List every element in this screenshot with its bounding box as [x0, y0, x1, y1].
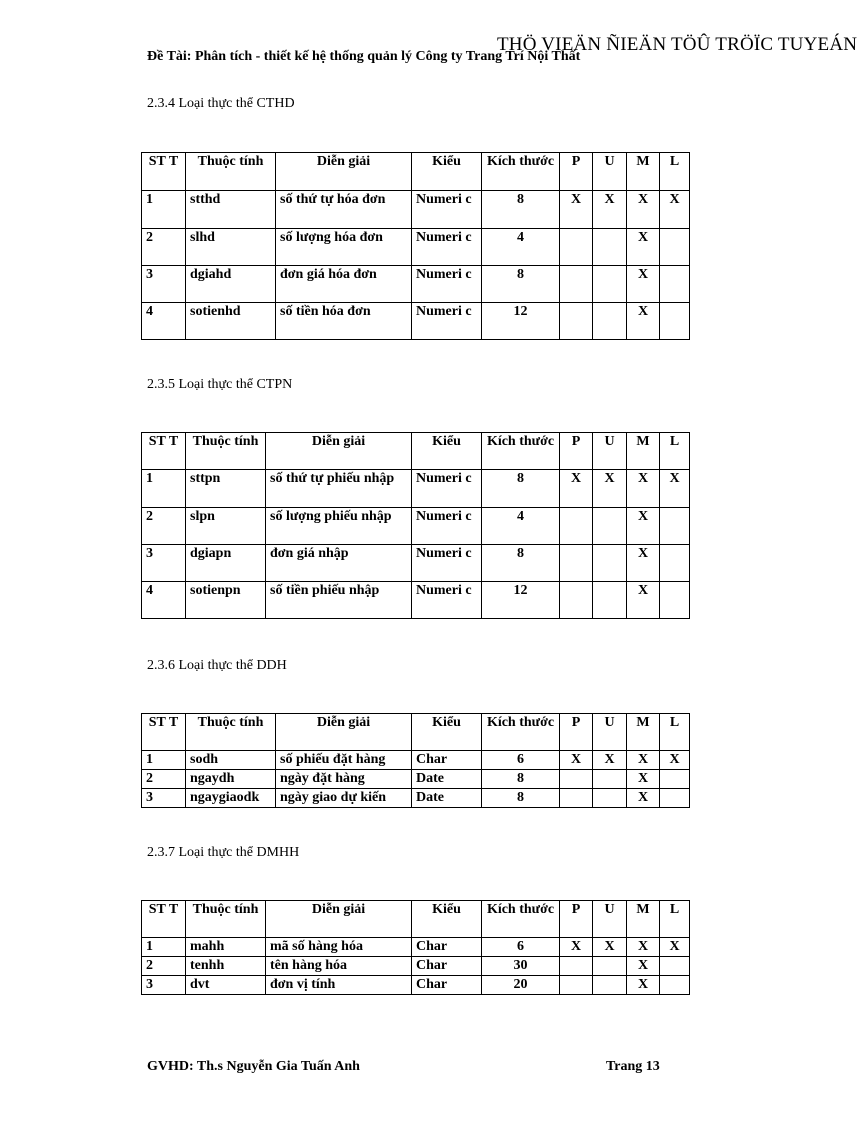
cell-u	[593, 976, 627, 995]
table-row	[142, 751, 690, 770]
cell-m: X	[627, 266, 660, 303]
cell-l	[660, 770, 690, 789]
cell-kieu: Numeri c	[412, 229, 482, 266]
hdr-m: M	[627, 433, 660, 470]
cell-dien-giai: số phiếu đặt hàng	[276, 751, 412, 770]
cell-p	[560, 545, 593, 582]
table-row	[142, 303, 690, 340]
hdr-kich-thuoc: Kích thước	[482, 433, 560, 470]
cell-thuoc-tinh: mahh	[186, 938, 266, 957]
table-row	[142, 938, 690, 957]
cell-dien-giai: tên hàng hóa	[266, 957, 412, 976]
cell-m: X	[627, 508, 660, 545]
hdr-dien-giai: Diễn giải	[276, 714, 412, 751]
cell-kieu: Numeri c	[412, 266, 482, 303]
cell-kieu: Numeri c	[412, 508, 482, 545]
cell-dien-giai: số lượng hóa đơn	[276, 229, 412, 266]
cell-u	[593, 770, 627, 789]
cell-kich-thuoc: 8	[482, 770, 560, 789]
cell-kieu: Numeri c	[412, 470, 482, 508]
table-row	[142, 545, 690, 582]
cell-thuoc-tinh: sttpn	[186, 470, 266, 508]
cell-dien-giai: ngày đặt hàng	[276, 770, 412, 789]
cell-m: X	[627, 545, 660, 582]
cell-kich-thuoc: 6	[482, 938, 560, 957]
table-row	[142, 770, 690, 789]
cell-dien-giai: số tiền hóa đơn	[276, 303, 412, 340]
cell-dien-giai: đơn giá hóa đơn	[276, 266, 412, 303]
cell-u	[593, 957, 627, 976]
cell-l: X	[660, 470, 690, 508]
hdr-stt: ST T	[142, 714, 186, 751]
cell-kich-thuoc: 12	[482, 303, 560, 340]
cell-stt: 2	[142, 229, 186, 266]
cell-p	[560, 770, 593, 789]
cell-kieu: Numeri c	[412, 582, 482, 619]
cell-stt: 3	[142, 545, 186, 582]
table-header-row	[142, 901, 690, 938]
cell-thuoc-tinh: tenhh	[186, 957, 266, 976]
cell-stt: 4	[142, 582, 186, 619]
cell-dien-giai: mã số hàng hóa	[266, 938, 412, 957]
cell-m: X	[627, 938, 660, 957]
cell-l	[660, 976, 690, 995]
cell-l	[660, 789, 690, 808]
cell-p	[560, 957, 593, 976]
cell-m: X	[627, 957, 660, 976]
cell-l	[660, 266, 690, 303]
hdr-m: M	[627, 153, 660, 191]
cell-u	[593, 508, 627, 545]
cell-l	[660, 229, 690, 266]
cell-l	[660, 545, 690, 582]
table-header-row	[142, 433, 690, 470]
cell-thuoc-tinh: ngaydh	[186, 770, 276, 789]
cell-dien-giai: số thứ tự phiếu nhập	[266, 470, 412, 508]
cell-m: X	[627, 751, 660, 770]
hdr-kieu: Kiểu	[412, 433, 482, 470]
cell-m: X	[627, 582, 660, 619]
hdr-kieu: Kiểu	[412, 901, 482, 938]
cell-m: X	[627, 470, 660, 508]
cell-u	[593, 545, 627, 582]
cell-thuoc-tinh: ngaygiaodk	[186, 789, 276, 808]
hdr-u: U	[593, 714, 627, 751]
cell-kieu: Numeri c	[412, 191, 482, 229]
cell-thuoc-tinh: sotienpn	[186, 582, 266, 619]
hdr-dien-giai: Diễn giải	[266, 901, 412, 938]
cell-stt: 3	[142, 789, 186, 808]
cell-u: X	[593, 751, 627, 770]
cell-u	[593, 266, 627, 303]
footer-page-number: Trang 13	[606, 1059, 660, 1074]
cell-dien-giai: số lượng phiếu nhập	[266, 508, 412, 545]
cell-kich-thuoc: 20	[482, 976, 560, 995]
cell-kich-thuoc: 12	[482, 582, 560, 619]
cell-stt: 2	[142, 508, 186, 545]
table-row	[142, 976, 690, 995]
cell-m: X	[627, 789, 660, 808]
watermark-text: THÖ VIEÄN ÑIEÄN TÖÛ TRÖÏC TUYEÁN	[497, 34, 857, 55]
cell-l	[660, 957, 690, 976]
cell-u: X	[593, 470, 627, 508]
hdr-thuoc-tinh: Thuộc tính	[186, 714, 276, 751]
cell-kieu: Char	[412, 938, 482, 957]
cell-stt: 3	[142, 266, 186, 303]
cell-stt: 1	[142, 470, 186, 508]
table-row	[142, 582, 690, 619]
cell-stt: 3	[142, 976, 186, 995]
cell-thuoc-tinh: dvt	[186, 976, 266, 995]
cell-kich-thuoc: 4	[482, 508, 560, 545]
hdr-kieu: Kiểu	[412, 153, 482, 191]
table-row	[142, 266, 690, 303]
cell-kich-thuoc: 8	[482, 266, 560, 303]
hdr-thuoc-tinh: Thuộc tính	[186, 901, 266, 938]
cell-kieu: Date	[412, 789, 482, 808]
cell-u	[593, 789, 627, 808]
cell-thuoc-tinh: dgiapn	[186, 545, 266, 582]
cell-stt: 1	[142, 191, 186, 229]
cell-m: X	[627, 976, 660, 995]
cell-stt: 2	[142, 957, 186, 976]
table-row	[142, 957, 690, 976]
section-title-cthd: 2.3.4 Loại thực thể CTHD	[147, 96, 295, 111]
cell-stt: 1	[142, 751, 186, 770]
cell-p: X	[560, 470, 593, 508]
section-title-dmhh: 2.3.7 Loại thực thể DMHH	[147, 845, 300, 860]
hdr-stt: ST T	[142, 901, 186, 938]
page-header-title: Đề Tài: Phân tích - thiết kế hệ thống quản lý Công ty Trang Trí Nội Thất	[147, 49, 581, 64]
table-header-row	[142, 714, 690, 751]
cell-l: X	[660, 191, 690, 229]
cell-l	[660, 582, 690, 619]
cell-m: X	[627, 303, 660, 340]
cell-p	[560, 266, 593, 303]
cell-l	[660, 303, 690, 340]
hdr-stt: ST T	[142, 153, 186, 191]
cell-dien-giai: đơn vị tính	[266, 976, 412, 995]
hdr-thuoc-tinh: Thuộc tính	[186, 433, 266, 470]
cell-p	[560, 508, 593, 545]
cell-kich-thuoc: 4	[482, 229, 560, 266]
cell-kich-thuoc: 8	[482, 191, 560, 229]
cell-thuoc-tinh: sotienhd	[186, 303, 276, 340]
cell-kich-thuoc: 8	[482, 545, 560, 582]
hdr-thuoc-tinh: Thuộc tính	[186, 153, 276, 191]
entity-table-cthd	[141, 152, 690, 340]
footer-advisor: GVHD: Th.s Nguyễn Gia Tuấn Anh	[147, 1059, 360, 1074]
table-row	[142, 229, 690, 266]
cell-kieu: Numeri c	[412, 545, 482, 582]
cell-kieu: Char	[412, 957, 482, 976]
cell-p	[560, 229, 593, 266]
cell-thuoc-tinh: dgiahd	[186, 266, 276, 303]
cell-stt: 2	[142, 770, 186, 789]
cell-u	[593, 229, 627, 266]
hdr-dien-giai: Diễn giải	[266, 433, 412, 470]
cell-kich-thuoc: 8	[482, 470, 560, 508]
cell-u	[593, 582, 627, 619]
hdr-p: P	[560, 153, 593, 191]
hdr-m: M	[627, 901, 660, 938]
cell-thuoc-tinh: sodh	[186, 751, 276, 770]
table-row	[142, 191, 690, 229]
cell-stt: 4	[142, 303, 186, 340]
hdr-p: P	[560, 714, 593, 751]
table-row	[142, 470, 690, 508]
cell-thuoc-tinh: slhd	[186, 229, 276, 266]
section-title-ctpn: 2.3.5 Loại thực thể CTPN	[147, 377, 293, 392]
table-row	[142, 789, 690, 808]
cell-kieu: Numeri c	[412, 303, 482, 340]
cell-p: X	[560, 938, 593, 957]
section-title-ddh: 2.3.6 Loại thực thể DDH	[147, 658, 287, 673]
cell-dien-giai: số thứ tự hóa đơn	[276, 191, 412, 229]
cell-m: X	[627, 191, 660, 229]
hdr-l: L	[660, 433, 690, 470]
cell-p	[560, 976, 593, 995]
cell-thuoc-tinh: stthd	[186, 191, 276, 229]
hdr-u: U	[593, 901, 627, 938]
cell-l: X	[660, 938, 690, 957]
cell-p	[560, 303, 593, 340]
cell-u: X	[593, 938, 627, 957]
cell-dien-giai: số tiền phiếu nhập	[266, 582, 412, 619]
cell-m: X	[627, 770, 660, 789]
hdr-stt: ST T	[142, 433, 186, 470]
cell-stt: 1	[142, 938, 186, 957]
hdr-kieu: Kiểu	[412, 714, 482, 751]
cell-m: X	[627, 229, 660, 266]
cell-kieu: Char	[412, 976, 482, 995]
cell-p: X	[560, 191, 593, 229]
hdr-p: P	[560, 901, 593, 938]
hdr-u: U	[593, 153, 627, 191]
hdr-kich-thuoc: Kích thước	[482, 153, 560, 191]
cell-l: X	[660, 751, 690, 770]
hdr-p: P	[560, 433, 593, 470]
cell-u	[593, 303, 627, 340]
cell-dien-giai: đơn giá nhập	[266, 545, 412, 582]
cell-kich-thuoc: 8	[482, 789, 560, 808]
entity-table-ctpn	[141, 432, 690, 619]
hdr-kich-thuoc: Kích thước	[482, 714, 560, 751]
cell-kich-thuoc: 30	[482, 957, 560, 976]
cell-p	[560, 789, 593, 808]
hdr-l: L	[660, 901, 690, 938]
entity-table-ddh	[141, 713, 690, 808]
cell-kich-thuoc: 6	[482, 751, 560, 770]
hdr-l: L	[660, 153, 690, 191]
cell-thuoc-tinh: slpn	[186, 508, 266, 545]
table-row	[142, 508, 690, 545]
entity-table-dmhh	[141, 900, 690, 995]
cell-l	[660, 508, 690, 545]
cell-u: X	[593, 191, 627, 229]
hdr-kich-thuoc: Kích thước	[482, 901, 560, 938]
hdr-l: L	[660, 714, 690, 751]
table-header-row	[142, 153, 690, 191]
cell-kieu: Date	[412, 770, 482, 789]
hdr-m: M	[627, 714, 660, 751]
cell-p: X	[560, 751, 593, 770]
hdr-u: U	[593, 433, 627, 470]
cell-kieu: Char	[412, 751, 482, 770]
cell-p	[560, 582, 593, 619]
hdr-dien-giai: Diễn giải	[276, 153, 412, 191]
cell-dien-giai: ngày giao dự kiến	[276, 789, 412, 808]
